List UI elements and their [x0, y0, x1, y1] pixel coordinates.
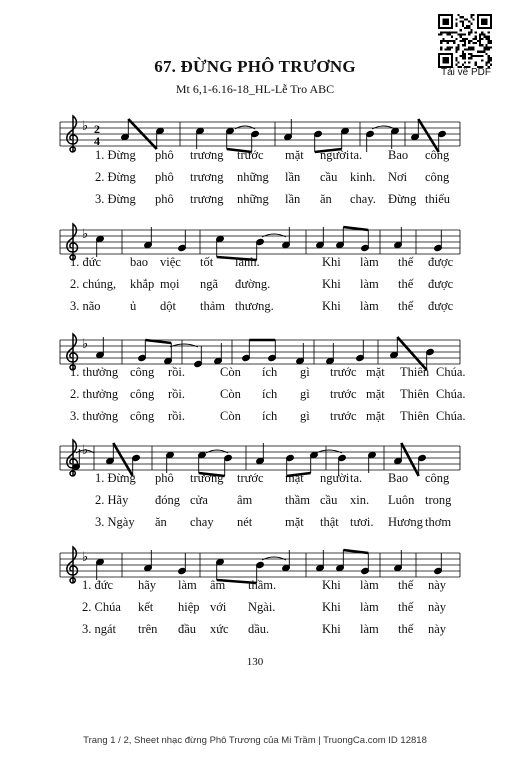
- lyric-word: thế: [398, 622, 414, 636]
- lyric-word: hiệp: [178, 600, 200, 614]
- music-note: [434, 230, 443, 252]
- lyric-word: kết: [138, 600, 154, 614]
- lyric-word: 1. đức: [70, 255, 102, 269]
- lyric-word: những: [237, 192, 269, 206]
- lyric-word: Chúa.: [436, 387, 466, 401]
- lyric-word: Khi: [322, 299, 341, 313]
- lyric-word: trương: [190, 170, 224, 184]
- lyric-line: [0, 471, 510, 487]
- lyric-word: 1. Đừng: [95, 471, 136, 485]
- lyric-word: thiểu: [425, 192, 450, 206]
- lyric-word: những: [237, 170, 269, 184]
- lyric-word: đầu: [178, 622, 197, 636]
- lyric-line: [0, 387, 510, 403]
- lyric-word: làm: [360, 578, 379, 592]
- lyric-word: trương: [190, 471, 224, 485]
- lyric-word: trước: [330, 409, 357, 423]
- lyric-word: trên: [138, 622, 158, 636]
- lyric-word: cửa: [190, 493, 208, 507]
- lyric-line: [0, 622, 510, 638]
- lyric-word: công: [425, 170, 450, 184]
- lyric-word: làm: [360, 600, 379, 614]
- lyric-word: phô: [155, 170, 174, 184]
- lyric-word: Đừng: [388, 192, 417, 206]
- lyric-line: [0, 365, 510, 381]
- lyric-word: với: [210, 600, 227, 614]
- tie: [372, 126, 395, 129]
- lyric-word: 3. ngát: [82, 622, 117, 636]
- lyric-word: Khi: [322, 277, 341, 291]
- lyric-word: đóng: [155, 493, 180, 507]
- lyric-word: 1. đức: [82, 578, 114, 592]
- lyric-word: mặt: [366, 387, 385, 401]
- lyric-line: [0, 192, 510, 208]
- music-staff-2: [60, 220, 460, 260]
- lyric-word: gì: [300, 365, 310, 379]
- lyric-word: này: [428, 622, 447, 636]
- lyric-word: người: [320, 148, 350, 162]
- lyric-word: thảm: [200, 299, 225, 313]
- lyric-word: công: [130, 365, 155, 379]
- music-staff-3: [60, 330, 460, 370]
- song-subtitle: Mt 6,1-6.16-18_HL-Lễ Tro ABC: [175, 82, 335, 96]
- lyric-word: Chúa.: [436, 365, 466, 379]
- lyric-word: xức: [210, 622, 229, 636]
- lyric-word: nét: [237, 515, 253, 529]
- music-note: [268, 340, 277, 362]
- lyric-word: 3. thưởng: [70, 409, 119, 423]
- lyric-word: tươi.: [350, 515, 374, 529]
- lyric-word: Ngài.: [248, 600, 276, 614]
- lyric-word: âm: [237, 493, 253, 507]
- lyric-word: rồi.: [168, 387, 186, 401]
- lyric-word: 2. Hãy: [95, 493, 129, 507]
- lyric-word: phô: [155, 192, 174, 206]
- lyric-word: chay.: [350, 192, 376, 206]
- lyric-word: thơm: [425, 515, 452, 529]
- lyric-word: mọi: [160, 277, 180, 291]
- lyric-word: trong: [425, 493, 452, 507]
- flat-icon: ♭: [82, 550, 89, 565]
- lyric-word: 2. Chúa: [82, 600, 121, 614]
- lyric-word: cầu: [320, 493, 338, 507]
- beam: [145, 340, 171, 343]
- lyric-word: rồi.: [168, 365, 186, 379]
- lyric-line: [0, 170, 510, 186]
- lyric-word: 2. Đừng: [95, 170, 136, 184]
- tie: [235, 126, 255, 129]
- lyric-word: ích: [262, 365, 278, 379]
- qr-download-link[interactable]: Tải về PDF: [440, 67, 491, 78]
- lyric-word: Hương: [388, 515, 423, 529]
- lyric-word: thế: [398, 578, 414, 592]
- lyric-word: phô: [155, 471, 174, 485]
- tie: [316, 450, 342, 453]
- lyric-word: công: [425, 148, 450, 162]
- tie: [170, 344, 198, 347]
- song-title: 67. ĐỪNG PHÔ TRƯƠNG: [154, 57, 356, 76]
- lyric-line: [0, 148, 510, 164]
- lyric-word: trước: [237, 471, 264, 485]
- lyric-word: bao: [130, 255, 149, 269]
- lyric-word: âm: [210, 578, 226, 592]
- lyric-word: mặt: [285, 148, 304, 162]
- lyric-word: 3. Ngày: [95, 515, 135, 529]
- lyric-word: phô: [155, 148, 174, 162]
- lyric-word: xin.: [350, 493, 370, 507]
- lyric-line: [0, 493, 510, 509]
- music-note: [138, 340, 147, 362]
- lyric-word: được: [428, 255, 454, 269]
- beam: [343, 227, 368, 230]
- lyric-word: 3. não: [70, 299, 101, 313]
- lyric-word: việc: [160, 255, 181, 269]
- lyric-line: [0, 277, 510, 293]
- music-note: [356, 340, 365, 362]
- lyric-word: công: [130, 409, 155, 423]
- lyric-word: dột: [160, 299, 176, 313]
- lyric-line: [0, 409, 510, 425]
- lyric-word: mặt: [366, 409, 385, 423]
- tie: [262, 234, 286, 237]
- lyric-word: trước: [330, 387, 357, 401]
- music-note: [242, 340, 251, 362]
- lyric-word: Khi: [322, 622, 341, 636]
- lyric-word: lần: [285, 170, 301, 184]
- lyric-word: Nơi: [388, 170, 408, 184]
- lyric-word: Khi: [322, 255, 341, 269]
- lyric-word: 1. Đừng: [95, 148, 136, 162]
- lyric-word: thương.: [235, 299, 274, 313]
- lyric-word: Còn: [220, 387, 241, 401]
- lyric-word: tốt: [200, 255, 214, 269]
- lyric-word: thầm.: [248, 578, 277, 592]
- lyric-word: làm: [360, 299, 379, 313]
- lyric-word: thế: [398, 255, 414, 269]
- page-number: 130: [246, 656, 264, 668]
- lyric-word: ăn: [155, 515, 167, 529]
- tie: [262, 557, 286, 560]
- lyric-word: làm: [360, 277, 379, 291]
- lyric-word: trước: [330, 365, 357, 379]
- lyric-word: ta.: [350, 471, 363, 485]
- lyric-word: được: [428, 277, 454, 291]
- music-note: [361, 553, 370, 575]
- lyric-word: Khi: [322, 578, 341, 592]
- lyric-line: [0, 255, 510, 271]
- lyric-word: công: [425, 471, 450, 485]
- lyric-word: cầu: [320, 170, 338, 184]
- time-signature: [94, 122, 100, 148]
- svg-text:4: 4: [94, 134, 100, 148]
- lyric-word: Còn: [220, 365, 241, 379]
- music-staff-1: [60, 112, 460, 152]
- lyric-word: mặt: [366, 365, 385, 379]
- lyric-word: Còn: [220, 409, 241, 423]
- music-note: [178, 553, 187, 575]
- lyric-line: [0, 578, 510, 594]
- music-staff-5: [60, 543, 460, 583]
- lyric-word: lành.: [235, 255, 260, 269]
- lyric-word: dầu.: [248, 622, 270, 636]
- lyric-word: ăn: [320, 192, 332, 206]
- lyric-word: rồi.: [168, 409, 186, 423]
- lyric-word: mặt: [285, 471, 304, 485]
- music-note: [361, 230, 370, 252]
- lyric-word: Thiên: [400, 409, 430, 423]
- lyric-word: gì: [300, 409, 310, 423]
- lyric-word: 3. Đừng: [95, 192, 136, 206]
- lyric-word: 1. thưởng: [70, 365, 119, 379]
- lyric-word: Thiên: [400, 387, 430, 401]
- lyric-word: ngã: [200, 277, 219, 291]
- lyric-word: thế: [398, 277, 414, 291]
- music-note: [178, 230, 187, 252]
- lyric-line: [0, 515, 510, 531]
- svg-text:2: 2: [94, 122, 100, 136]
- flat-icon: ♭: [82, 227, 89, 242]
- lyric-word: đường.: [235, 277, 271, 291]
- lyric-word: 2. thưởng: [70, 387, 119, 401]
- lyric-line: [0, 299, 510, 315]
- lyric-word: Chúa.: [436, 409, 466, 423]
- lyric-word: Bao: [388, 148, 409, 162]
- lyric-word: chay: [190, 515, 214, 529]
- lyric-word: làm: [178, 578, 197, 592]
- lyric-word: 2. chúng,: [70, 277, 117, 291]
- lyric-word: hãy: [138, 578, 157, 592]
- lyric-word: ích: [262, 387, 278, 401]
- music-staff-4: [60, 436, 460, 476]
- lyric-word: thế: [398, 299, 414, 313]
- lyric-word: Thiên: [400, 365, 430, 379]
- lyric-word: người: [320, 471, 350, 485]
- lyric-word: Bao: [388, 471, 409, 485]
- lyric-word: khắp: [130, 277, 155, 291]
- lyric-word: trước: [237, 148, 264, 162]
- lyric-word: trương: [190, 148, 224, 162]
- lyric-word: ủ: [130, 299, 137, 313]
- lyric-word: thầm: [285, 493, 310, 507]
- tie: [206, 450, 228, 453]
- lyric-word: mặt: [285, 515, 304, 529]
- lyric-word: này: [428, 578, 447, 592]
- music-note: [434, 553, 443, 575]
- lyric-word: thế: [398, 600, 414, 614]
- lyric-word: công: [130, 387, 155, 401]
- lyric-word: kinh.: [350, 170, 376, 184]
- lyric-word: làm: [360, 622, 379, 636]
- lyric-word: ta.: [350, 148, 363, 162]
- lyric-word: ích: [262, 409, 278, 423]
- lyric-word: trương: [190, 192, 224, 206]
- flat-icon: ♭: [82, 119, 89, 134]
- lyric-word: lần: [285, 192, 301, 206]
- flat-icon: ♭: [82, 337, 89, 352]
- lyric-word: này: [428, 600, 447, 614]
- lyric-word: Khi: [322, 600, 341, 614]
- lyric-word: thật: [320, 515, 339, 529]
- page-footer: Trang 1 / 2, Sheet nhạc đừng Phô Trương của Mi Trầm | TruongCa.com ID 12818: [83, 735, 427, 746]
- lyric-word: gì: [300, 387, 310, 401]
- beam: [343, 550, 368, 553]
- lyric-word: làm: [360, 255, 379, 269]
- lyric-line: [0, 600, 510, 616]
- lyric-word: Luôn: [388, 493, 415, 507]
- flat-icon: ♭: [82, 443, 89, 458]
- lyric-word: được: [428, 299, 454, 313]
